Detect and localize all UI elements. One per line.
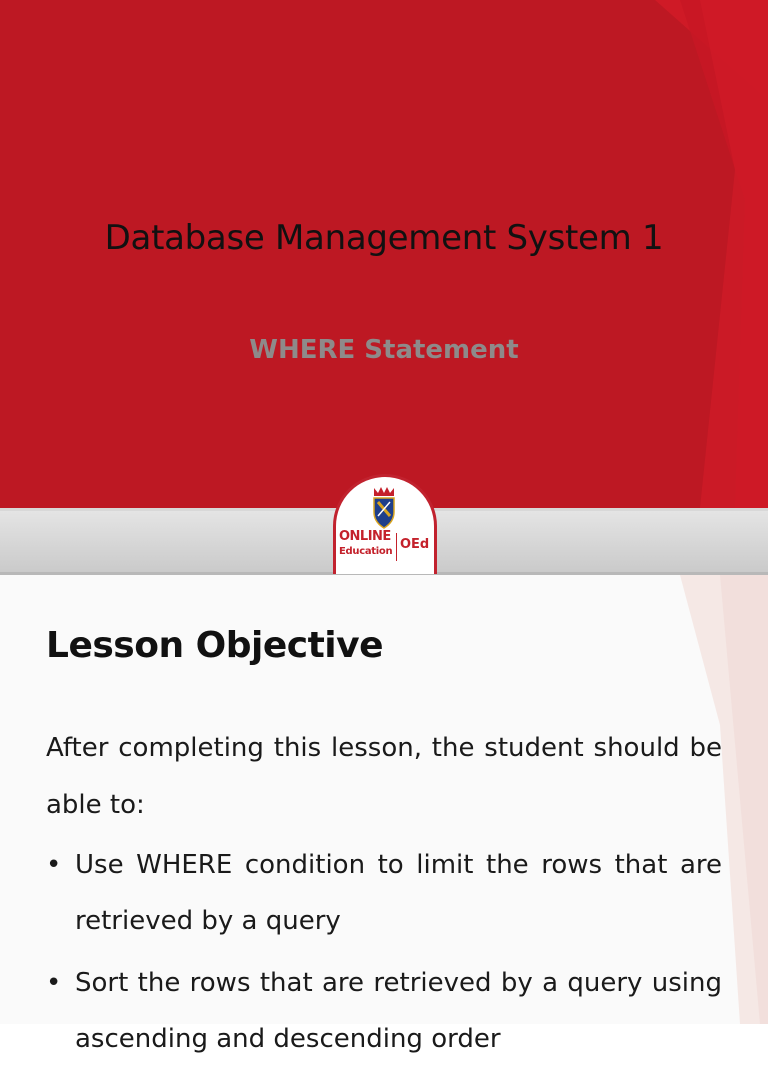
lesson-heading: Lesson Objective [46, 625, 384, 666]
logo-oed-text: OEd [400, 537, 430, 552]
objective-item [46, 837, 722, 949]
presentation-title: Database Management System 1 [104, 218, 664, 258]
objective-item [46, 955, 722, 1067]
logo-education-text: Education [339, 546, 393, 557]
logo-online-text: ONLINE [339, 529, 391, 544]
presentation-subtitle: WHERE Statement [249, 335, 519, 365]
logo-divider [396, 533, 397, 561]
university-crest-icon [370, 486, 398, 532]
bullet-icon: • [46, 968, 62, 998]
lesson-intro: After completing this lesson, the student should be able to: [46, 733, 722, 820]
objective-text: Use WHERE condition to limit the rows that are retrieved by a query [75, 850, 722, 936]
objectives-list [46, 837, 722, 1073]
lesson-slide [0, 575, 768, 1054]
bullet-icon: • [46, 850, 62, 880]
objective-text: Sort the rows that are retrieved by a query using ascending and descending order [75, 968, 722, 1054]
